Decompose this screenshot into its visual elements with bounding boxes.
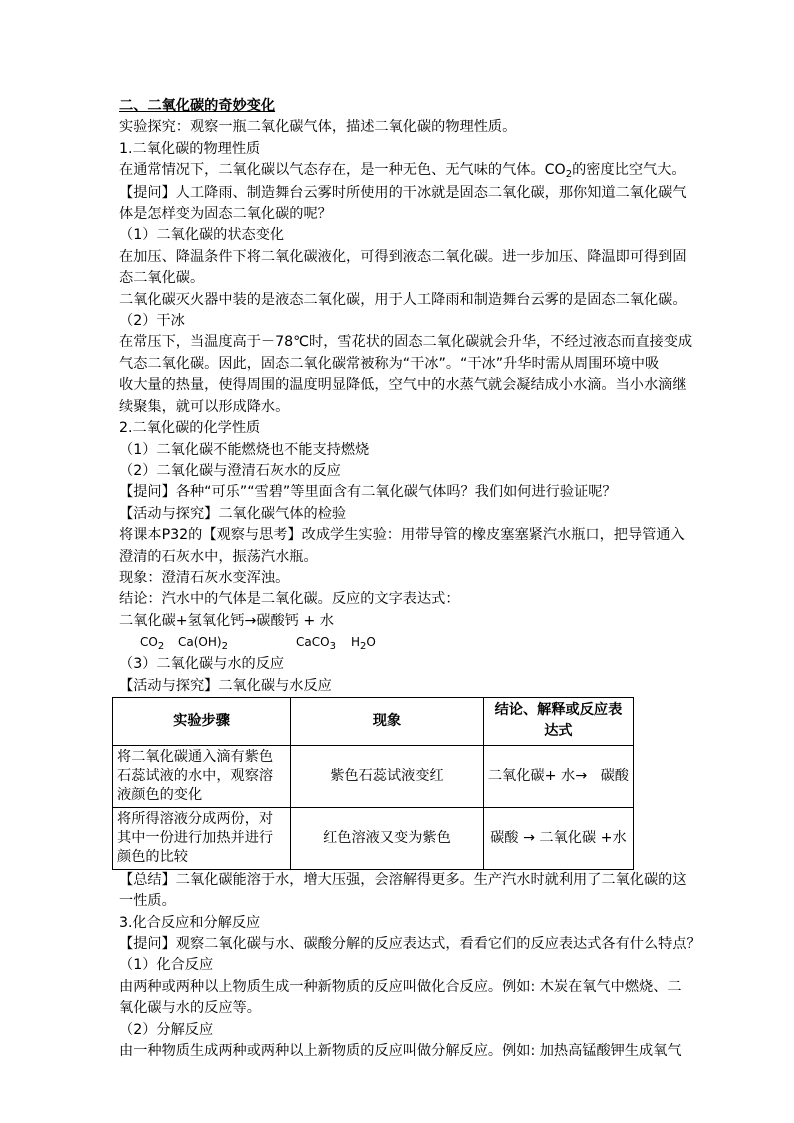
physical-properties-text: 在通常情况下，二氧化碳以气态存在，是一种无色、无气味的气体。$CO_2$的密度比空气大。 <box>119 162 686 181</box>
chemical-properties-title: 2.二氧化碳的化学性质 <box>119 420 261 437</box>
dry-ice-line1: 在常压下，当温度高于－78℃时，雪花状的固态二氧化碳就会升华，不经过液态而直接变成 <box>119 334 693 351</box>
table-cell-phenomenon: 紫色石蕊试液变红 <box>291 745 484 807</box>
conclusion-text: 结论：汽水中的气体是二氧化碳。反应的文字表达式： <box>119 591 460 608</box>
table-cell-result: 碳酸 → 二氧化碳 +水 <box>483 807 633 869</box>
table-header: 实验步骤 <box>113 697 291 745</box>
table-row <box>113 745 634 807</box>
table-header: 现象 <box>291 697 484 745</box>
formula-h2o: $H_2O$ <box>351 635 376 653</box>
formula-caoh2: $Ca(OH)_2$ <box>178 635 228 653</box>
formula-caco3: CaCO$_3$ <box>296 635 336 653</box>
reaction-types-title: 3.化合反应和分解反应 <box>119 914 261 931</box>
chem-point-1: （1）二氧化碳不能燃烧也不能支持燃烧 <box>119 441 370 458</box>
combination-line1: 由两种或两种以上物质生成一种新物质的反应叫做化合反应。例如: 木炭在氧气中燃烧、二 <box>119 978 682 995</box>
dry-ice-line3: 收大量的热量，使得周围的温度明显降低，空气中的水蒸气就会凝结成小水滴。当小水滴继 <box>119 377 687 394</box>
chem-point-2: （2）二氧化碳与澄清石灰水的反应 <box>119 462 341 479</box>
experiment-line2: 澄清的石灰水中，振荡汽水瓶。 <box>119 548 318 565</box>
table-cell-phenomenon: 红色溶液又变为紫色 <box>291 807 484 869</box>
table-header: 结论、解释或反应表达式 <box>483 697 633 745</box>
table-row <box>113 807 634 869</box>
activity-co2-test: 【活动与探究】二氧化碳气体的检验 <box>119 505 347 522</box>
dry-ice-line4: 续聚集，就可以形成降水。 <box>119 398 290 415</box>
summary-line1: 【总结】二氧化碳能溶于水，增大压强，会溶解得更多。生产汽水时就利用了二氧化碳的这 <box>119 871 687 888</box>
question-dry-ice-line2: 体是怎样变为固态二氧化碳的呢？ <box>119 206 332 223</box>
state-change-line1: 在加压、降温条件下将二氧化碳液化，可得到液态二氧化碳。进一步加压、降温即可得到固 <box>119 248 687 265</box>
table-cell-result: 二氧化碳+ 水→ 碳酸 <box>483 745 633 807</box>
table-header-row <box>113 697 634 745</box>
section-title: 二、二氧化碳的奇妙变化 <box>119 98 276 114</box>
state-change-title: （1）二氧化碳的状态变化 <box>119 227 285 244</box>
experiment-table <box>112 697 634 870</box>
formula-co2: $CO_2$ <box>140 635 165 653</box>
chem-point-3: （3）二氧化碳与水的反应 <box>119 656 285 673</box>
activity-co2-water: 【活动与探究】二氧化碳与水反应 <box>119 677 332 694</box>
chemical-formulas <box>119 632 684 654</box>
table-cell-step: 将所得溶液分成两份，对其中一份进行加热并进行颜色的比较 <box>113 807 291 869</box>
combination-line2: 氧化碳与水的反应等。 <box>119 1000 261 1017</box>
state-change-line3: 二氧化碳灭火器中装的是液态二氧化碳，用于人工降雨和制造舞台云雾的是固态二氧化碳。 <box>119 291 687 308</box>
question-reaction: 【提问】观察二氧化碳与水、碳酸分解的反应表达式，看看它们的反应表达式各有什么特点？ <box>119 936 701 952</box>
table-cell-step: 将二氧化碳通入滴有紫色石蕊试液的水中，观察溶液颜色的变化 <box>113 745 291 807</box>
summary-line2: 一性质。 <box>119 893 176 910</box>
physical-properties-title: 1.二氧化碳的物理性质 <box>119 140 261 157</box>
decomposition-title: （2）分解反应 <box>119 1021 214 1038</box>
question-dry-ice-line1: 【提问】人工降雨、制造舞台云雾时所使用的干冰就是固态二氧化碳，那你知道二氧化碳气 <box>119 184 687 201</box>
state-change-line2: 态二氧化碳。 <box>119 270 205 287</box>
intro-text: 实验探究：观察一瓶二氧化碳气体，描述二氧化碳的物理性质。 <box>119 119 517 136</box>
decomposition-line1: 由一种物质生成两种或两种以上新物质的反应叫做分解反应。例如: 加热高锰酸钾生成氧气 <box>119 1043 682 1060</box>
dry-ice-title: （2）干冰 <box>119 313 185 330</box>
phenomenon-text: 现象：澄清石灰水变浑浊。 <box>119 569 290 586</box>
question-cola: 【提问】各种“可乐”“雪碧”等里面含有二氧化碳气体吗？我们如何进行验证呢？ <box>119 484 617 501</box>
dry-ice-line2: 气态二氧化碳。因此，固态二氧化碳常被称为“干冰”。“干冰”升华时需从周围环境中吸 <box>119 355 660 372</box>
combination-title: （1）化合反应 <box>119 957 214 974</box>
experiment-line1: 将课本P32的【观察与思考】改成学生实验：用带导管的橡皮塞塞紧汽水瓶口，把导管通入 <box>119 527 685 544</box>
word-equation: 二氧化碳+氢氧化钙→碳酸钙 + 水 <box>119 612 334 629</box>
